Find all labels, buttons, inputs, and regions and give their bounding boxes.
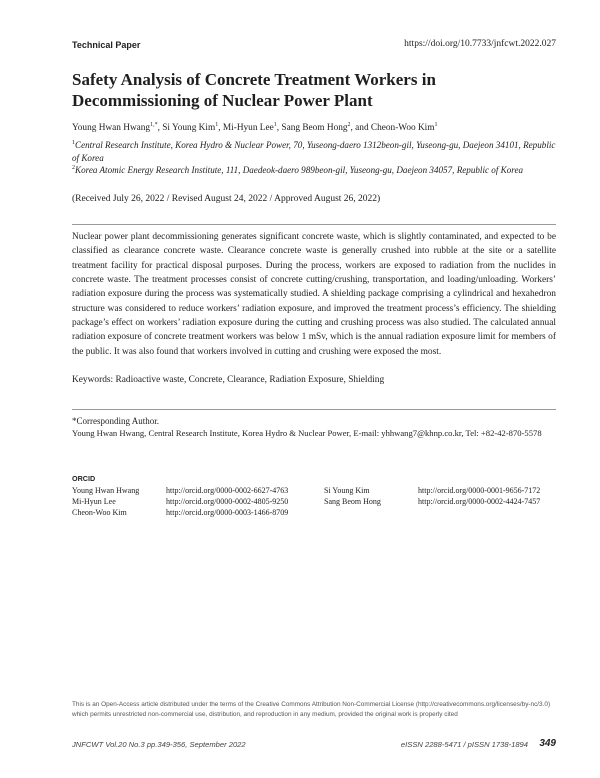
- orcid-name: Cheon-Woo Kim: [72, 508, 127, 517]
- corresponding-author-detail: Young Hwan Hwang, Central Research Institute, Korea Hydro & Nuclear Power, E-mail: yhhwang7@khnp.co.kr, Tel: +82-42-870-5578: [72, 428, 542, 438]
- corresponding-author-label: *Corresponding Author.: [72, 416, 159, 426]
- page-number: 349: [539, 738, 556, 749]
- doi-link[interactable]: https://doi.org/10.7733/jnfcwt.2022.027: [404, 39, 556, 49]
- author-name: Cheon-Woo Kim: [370, 123, 435, 133]
- affiliation-1: [72, 139, 557, 164]
- submission-dates: (Received July 26, 2022 / Revised August 24, 2022 / Approved August 26, 2022): [72, 194, 381, 204]
- abstract-text: Nuclear power plant decommissioning generates significant concrete waste, which is slightly contaminated, and expected to be classified as clearance concrete waste. Clearance concrete waste is generally crushed into rubble at the site or a satellite treatment facility for practical disposal purposes. During the process, workers are exposed to radiation from the nuclides in concrete waste. The treatment processes consist of concrete cutting/crushing, transportation, and loading/unloading. Workers’ radiation exposure during the process was systematically studied. A shielding package comprising a cylindrical and hexahedron structure was considered to reduce workers’ radiation exposure, and improved the treatment process’s efficiency. The shielding package’s effect on workers’ radiation exposure during the cutting and crushing process was also studied. The calculated annual radiation exposure of concrete treatment workers was below 1 mSv, which is the annual radiation exposure limit for members of the public. It was also found that workers involved in cutting and crushing were exposed the most.: [72, 232, 556, 357]
- section-divider: [72, 409, 556, 410]
- license-notice: This is an Open-Access article distributed under the terms of the Creative Commons Attribution Non-Commercial License (http://creativecommons.org/licenses/by-nc/3.0) which permits unrestricted non-commercial use, distribution, and reproduction in any medium, provided the original work is properly cited: [72, 701, 551, 718]
- orcid-heading: ORCID: [72, 474, 96, 483]
- orcid-link[interactable]: http://orcid.org/0000-0003-1466-8709: [166, 508, 289, 517]
- author-affiliation-mark: 2: [347, 121, 351, 128]
- orcid-link[interactable]: http://orcid.org/0000-0002-6627-4763: [166, 486, 289, 495]
- author-affiliation-mark: 1: [434, 121, 438, 128]
- journal-citation: JNFCWT Vol.20 No.3 pp.349-356, September 2022: [72, 740, 246, 749]
- author-affiliation-mark: 1: [215, 121, 219, 128]
- orcid-name: Si Young Kim: [324, 486, 370, 495]
- orcid-link[interactable]: http://orcid.org/0000-0002-4805-9250: [166, 497, 289, 506]
- orcid-link[interactable]: http://orcid.org/0000-0002-4424-7457: [418, 497, 541, 506]
- affiliation-text: Korea Atomic Energy Research Institute, 111, Daedeok-daero 989beon-gil, Yuseong-gu, Daejeon 34057, Republic of Korea: [75, 165, 524, 175]
- author-affiliation-mark: 1,*: [150, 121, 158, 128]
- issn-info: eISSN 2288-5471 / pISSN 1738-1894: [400, 740, 528, 749]
- author-affiliation-mark: 1: [273, 121, 277, 128]
- keywords: Keywords: Radioactive waste, Concrete, Clearance, Radiation Exposure, Shielding: [72, 375, 385, 385]
- affiliation-2: [72, 164, 557, 177]
- section-divider: [72, 224, 556, 225]
- affiliation-text: Central Research Institute, Korea Hydro & Nuclear Power, 70, Yuseong-daero 1312beon-gil, Yuseong-gu, Daejeon 34101, Republic of Korea: [72, 140, 556, 163]
- orcid-name: Sang Beom Hong: [324, 497, 381, 506]
- paper-title: Safety Analysis of Concrete Treatment Workers in Decommissioning of Nuclear Power Plant: [72, 70, 436, 110]
- affiliation-mark: 1: [72, 139, 75, 146]
- orcid-name: Young Hwan Hwang: [72, 486, 140, 495]
- author-name: Sang Beom Hong: [281, 123, 348, 133]
- author-separator: ,: [157, 123, 163, 133]
- author-separator: , and: [350, 123, 371, 133]
- author-separator: ,: [276, 123, 282, 133]
- author-separator: ,: [218, 123, 223, 133]
- author-list: [72, 123, 437, 133]
- orcid-name: Mi-Hyun Lee: [72, 497, 116, 506]
- orcid-link[interactable]: http://orcid.org/0000-0001-9656-7172: [418, 486, 541, 495]
- author-name: Mi-Hyun Lee: [222, 123, 274, 133]
- author-name: Young Hwan Hwang: [72, 123, 151, 133]
- paper-type-label: Technical Paper: [72, 40, 141, 50]
- author-name: Si Young Kim: [162, 123, 216, 133]
- affiliation-mark: 2: [72, 164, 75, 171]
